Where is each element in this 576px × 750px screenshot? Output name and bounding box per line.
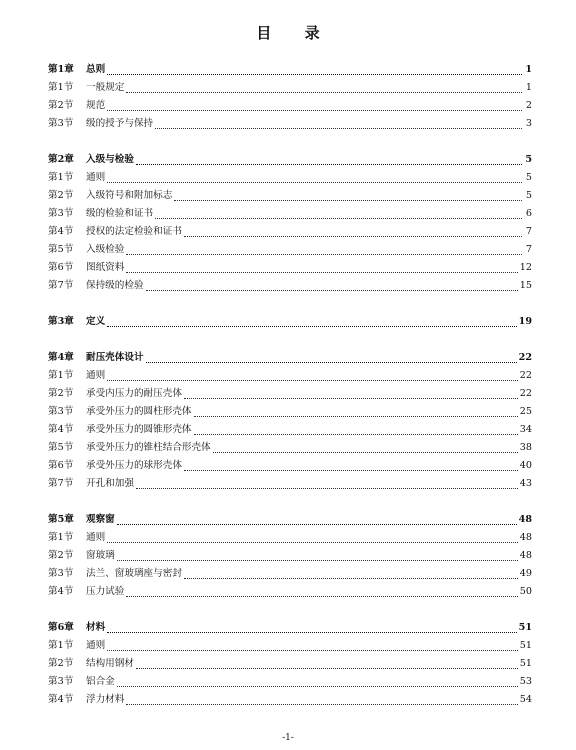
page-ref: 51 [519, 640, 532, 651]
page-ref: 48 [518, 514, 532, 525]
dot-leader [136, 164, 522, 165]
dot-leader [126, 272, 517, 273]
toc-section-entry[interactable] [48, 385, 532, 403]
toc-chapter-block [48, 151, 532, 295]
dot-leader [136, 668, 518, 669]
section-title: 规范 [86, 100, 106, 111]
toc-chapter-block [48, 349, 532, 493]
toc-section-entry[interactable] [48, 439, 532, 457]
dot-leader [107, 326, 516, 327]
toc-section-entry[interactable] [48, 457, 532, 475]
section-title: 承受外压力的圆柱形壳体 [86, 406, 192, 417]
dot-leader [194, 416, 518, 417]
page-ref: 51 [518, 622, 532, 633]
toc-section-entry[interactable] [48, 169, 532, 187]
dot-leader [117, 524, 517, 525]
section-number: 第1节 [48, 82, 74, 93]
toc-section-entry[interactable] [48, 79, 532, 97]
page-ref: 15 [519, 280, 532, 291]
page-ref: 48 [519, 550, 532, 561]
page-ref: 48 [519, 532, 532, 543]
page-title: 目 录 [256, 24, 334, 42]
toc-chapter-block [48, 511, 532, 601]
toc-section-entry[interactable] [48, 565, 532, 583]
toc-section-entry[interactable] [48, 637, 532, 655]
dot-leader [155, 218, 522, 219]
page-ref: 54 [519, 694, 532, 705]
dot-leader [174, 200, 522, 201]
toc-chapter-block [48, 619, 532, 709]
section-number: 第2节 [48, 658, 74, 669]
section-number: 第2节 [48, 550, 74, 561]
section-number: 第1节 [48, 172, 74, 183]
dot-leader [126, 92, 522, 93]
section-title: 保持级的检验 [86, 280, 144, 291]
page-ref: 7 [525, 226, 532, 237]
dot-leader [184, 578, 518, 579]
dot-leader [107, 182, 522, 183]
section-title: 法兰、窗玻璃座与密封 [86, 568, 182, 579]
toc-section-entry[interactable] [48, 97, 532, 115]
chapter-title: 耐压壳体设计 [86, 352, 144, 363]
section-title: 通则 [86, 640, 106, 651]
section-number: 第1节 [48, 370, 74, 381]
toc-section-entry[interactable] [48, 421, 532, 439]
dot-leader [126, 254, 522, 255]
toc-section-entry[interactable] [48, 187, 532, 205]
dot-leader [126, 596, 517, 597]
section-number: 第1节 [48, 532, 74, 543]
dot-leader [213, 452, 518, 453]
dot-leader [184, 236, 522, 237]
page-ref: 2 [525, 100, 532, 111]
section-number: 第3节 [48, 676, 74, 687]
table-of-contents [48, 61, 532, 709]
section-number: 第6节 [48, 262, 74, 273]
page-ref: 53 [519, 676, 532, 687]
section-title: 授权的法定检验和证书 [86, 226, 182, 237]
section-title: 入级符号和附加标志 [86, 190, 173, 201]
section-title: 浮力材料 [86, 694, 125, 705]
chapter-number: 第1章 [48, 64, 74, 75]
section-title: 窗玻璃 [86, 550, 115, 561]
section-number: 第7节 [48, 280, 74, 291]
section-number: 第3节 [48, 406, 74, 417]
page-ref: 3 [525, 118, 532, 129]
section-title: 级的检验和证书 [86, 208, 154, 219]
section-number: 第1节 [48, 640, 74, 651]
section-number: 第2节 [48, 100, 74, 111]
dot-leader [117, 560, 518, 561]
page-ref: 51 [519, 658, 532, 669]
page-ref: 1 [525, 64, 532, 75]
toc-section-entry[interactable] [48, 583, 532, 601]
section-title: 承受外压力的圆锥形壳体 [86, 424, 192, 435]
page-ref: 5 [525, 190, 532, 201]
section-title: 铝合金 [86, 676, 115, 687]
chapter-number: 第6章 [48, 622, 74, 633]
page-ref: 22 [519, 388, 532, 399]
dot-leader [107, 74, 522, 75]
section-title: 级的授予与保持 [86, 118, 154, 129]
dot-leader [136, 488, 518, 489]
toc-chapter-entry[interactable] [48, 511, 532, 529]
toc-section-entry[interactable] [48, 691, 532, 709]
section-number: 第2节 [48, 190, 74, 201]
chapter-number: 第4章 [48, 352, 74, 363]
page-ref: 49 [519, 568, 532, 579]
section-number: 第3节 [48, 118, 74, 129]
toc-section-entry[interactable] [48, 403, 532, 421]
chapter-number: 第2章 [48, 154, 74, 165]
chapter-spacer [48, 601, 532, 619]
page-ref: 25 [519, 406, 532, 417]
section-title: 承受外压力的锥柱结合形壳体 [86, 442, 211, 453]
page-ref: 1 [525, 82, 532, 93]
chapter-spacer [48, 295, 532, 313]
chapter-spacer [48, 493, 532, 511]
toc-section-entry[interactable] [48, 547, 532, 565]
dot-leader [107, 650, 518, 651]
page-ref: 12 [519, 262, 532, 273]
chapter-title: 定义 [86, 316, 106, 327]
toc-section-entry[interactable] [48, 259, 532, 277]
section-title: 一般规定 [86, 82, 125, 93]
dot-leader [184, 398, 518, 399]
dot-leader [146, 362, 517, 363]
chapter-title: 入级与检验 [86, 154, 134, 165]
section-number: 第5节 [48, 442, 74, 453]
chapter-title: 总则 [86, 64, 106, 75]
toc-section-entry[interactable] [48, 205, 532, 223]
toc-section-entry[interactable] [48, 529, 532, 547]
section-title: 开孔和加强 [86, 478, 134, 489]
chapter-title: 材料 [86, 622, 106, 633]
dot-leader [107, 380, 518, 381]
toc-chapter-block [48, 313, 532, 331]
page-ref: 40 [519, 460, 532, 471]
page-ref: 5 [525, 154, 532, 165]
toc-section-entry[interactable] [48, 475, 532, 493]
section-title: 通则 [86, 172, 106, 183]
toc-section-entry[interactable] [48, 673, 532, 691]
dot-leader [146, 290, 518, 291]
section-number: 第7节 [48, 478, 74, 489]
section-title: 承受外压力的球形壳体 [86, 460, 182, 471]
dot-leader [184, 470, 518, 471]
page-ref: 6 [525, 208, 532, 219]
toc-section-entry[interactable] [48, 277, 532, 295]
section-title: 通则 [86, 370, 106, 381]
toc-chapter-entry[interactable] [48, 151, 532, 169]
section-title: 压力试验 [86, 586, 125, 597]
chapter-number: 第3章 [48, 316, 74, 327]
page-ref: 22 [518, 352, 532, 363]
toc-section-entry[interactable] [48, 223, 532, 241]
section-number: 第4节 [48, 694, 74, 705]
page-number: -1- [282, 733, 294, 743]
section-title: 通则 [86, 532, 106, 543]
chapter-title: 观察窗 [86, 514, 115, 525]
page-ref: 19 [518, 316, 532, 327]
page-ref: 22 [519, 370, 532, 381]
dot-leader [126, 704, 517, 705]
toc-section-entry[interactable] [48, 655, 532, 673]
toc-chapter-entry[interactable] [48, 349, 532, 367]
section-title: 承受内压力的耐压壳体 [86, 388, 182, 399]
section-title: 结构用钢材 [86, 658, 134, 669]
section-number: 第4节 [48, 586, 74, 597]
section-number: 第4节 [48, 226, 74, 237]
section-number: 第2节 [48, 388, 74, 399]
dot-leader [194, 434, 518, 435]
toc-chapter-entry[interactable] [48, 61, 532, 79]
toc-section-entry[interactable] [48, 367, 532, 385]
toc-section-entry[interactable] [48, 115, 532, 133]
section-number: 第5节 [48, 244, 74, 255]
toc-chapter-entry[interactable] [48, 619, 532, 637]
section-number: 第3节 [48, 568, 74, 579]
page-ref: 50 [519, 586, 532, 597]
page-ref: 38 [519, 442, 532, 453]
dot-leader [155, 128, 522, 129]
toc-chapter-block [48, 61, 532, 133]
section-number: 第6节 [48, 460, 74, 471]
section-title: 图纸资料 [86, 262, 125, 273]
section-number: 第3节 [48, 208, 74, 219]
chapter-spacer [48, 133, 532, 151]
chapter-spacer [48, 331, 532, 349]
page-ref: 5 [525, 172, 532, 183]
page-ref: 7 [525, 244, 532, 255]
dot-leader [107, 110, 522, 111]
dot-leader [107, 542, 518, 543]
toc-section-entry[interactable] [48, 241, 532, 259]
section-number: 第4节 [48, 424, 74, 435]
dot-leader [107, 632, 516, 633]
dot-leader [117, 686, 518, 687]
page-ref: 43 [519, 478, 532, 489]
toc-chapter-entry[interactable] [48, 313, 532, 331]
page-ref: 34 [519, 424, 532, 435]
section-title: 入级检验 [86, 244, 125, 255]
chapter-number: 第5章 [48, 514, 74, 525]
